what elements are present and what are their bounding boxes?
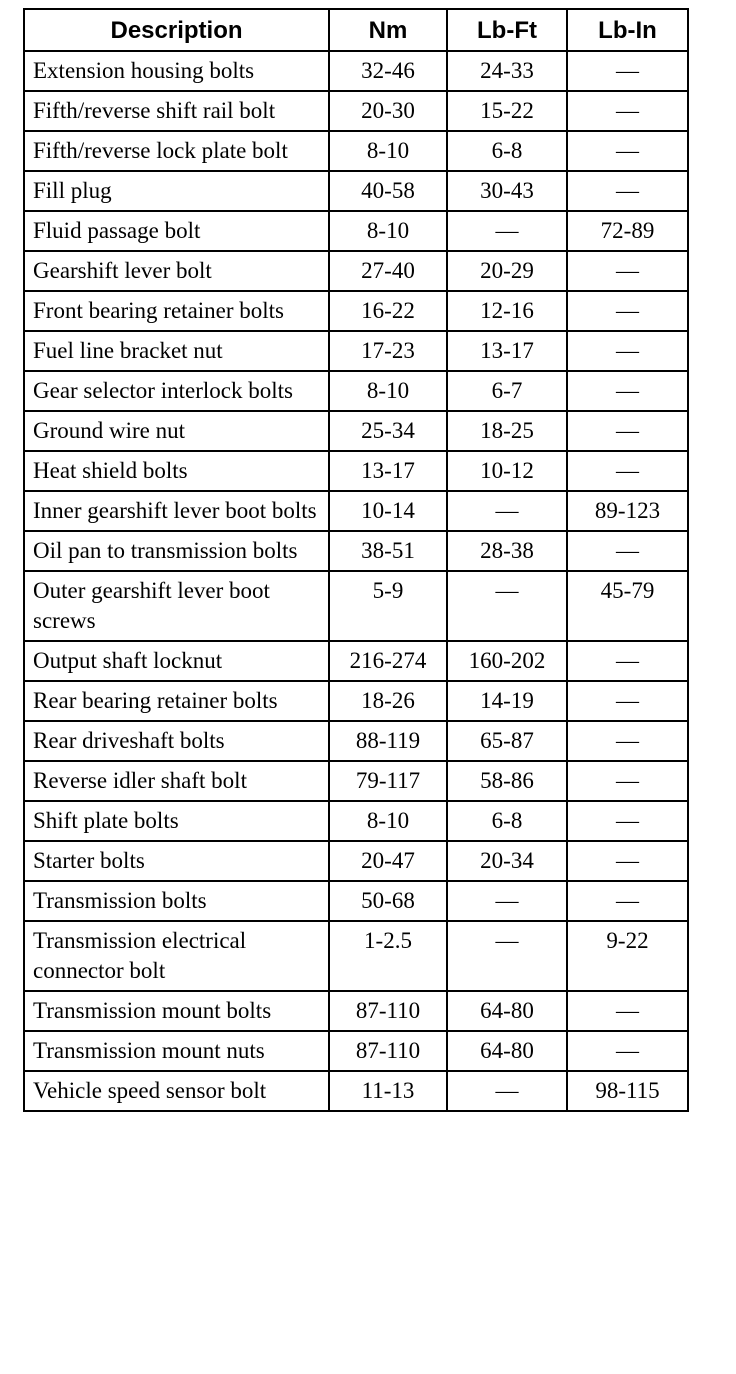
cell-description: Starter bolts bbox=[24, 841, 329, 881]
table-row bbox=[24, 881, 688, 921]
cell-description: Transmission electrical connector bolt bbox=[24, 921, 329, 991]
cell-nm: 216-274 bbox=[329, 641, 447, 681]
cell-nm: 40-58 bbox=[329, 171, 447, 211]
cell-lb-ft: 14-19 bbox=[447, 681, 567, 721]
cell-description: Reverse idler shaft bolt bbox=[24, 761, 329, 801]
table-row bbox=[24, 51, 688, 91]
table-row bbox=[24, 761, 688, 801]
header-description: Description bbox=[24, 9, 329, 51]
cell-nm: 8-10 bbox=[329, 211, 447, 251]
cell-lb-in: — bbox=[567, 411, 688, 451]
cell-description: Transmission bolts bbox=[24, 881, 329, 921]
cell-lb-ft: 13-17 bbox=[447, 331, 567, 371]
cell-description: Oil pan to transmission bolts bbox=[24, 531, 329, 571]
cell-nm: 79-117 bbox=[329, 761, 447, 801]
header-lb-in: Lb-In bbox=[567, 9, 688, 51]
cell-lb-ft: — bbox=[447, 1071, 567, 1111]
cell-description: Outer gearshift lever boot screws bbox=[24, 571, 329, 641]
cell-nm: 13-17 bbox=[329, 451, 447, 491]
table-row bbox=[24, 331, 688, 371]
cell-nm: 87-110 bbox=[329, 991, 447, 1031]
table-row bbox=[24, 91, 688, 131]
cell-lb-in: — bbox=[567, 681, 688, 721]
cell-lb-in: — bbox=[567, 371, 688, 411]
cell-nm: 8-10 bbox=[329, 371, 447, 411]
torque-spec-table bbox=[23, 8, 689, 1112]
cell-description: Ground wire nut bbox=[24, 411, 329, 451]
cell-lb-ft: — bbox=[447, 921, 567, 991]
cell-lb-ft: — bbox=[447, 491, 567, 531]
cell-lb-ft: 28-38 bbox=[447, 531, 567, 571]
cell-description: Transmission mount nuts bbox=[24, 1031, 329, 1071]
table-row bbox=[24, 491, 688, 531]
cell-nm: 87-110 bbox=[329, 1031, 447, 1071]
cell-lb-in: — bbox=[567, 1031, 688, 1071]
table-row bbox=[24, 131, 688, 171]
table-row bbox=[24, 921, 688, 991]
cell-lb-ft: 10-12 bbox=[447, 451, 567, 491]
cell-description: Inner gearshift lever boot bolts bbox=[24, 491, 329, 531]
cell-nm: 16-22 bbox=[329, 291, 447, 331]
cell-description: Gear selector interlock bolts bbox=[24, 371, 329, 411]
cell-description: Transmission mount bolts bbox=[24, 991, 329, 1031]
cell-lb-ft: 18-25 bbox=[447, 411, 567, 451]
cell-nm: 10-14 bbox=[329, 491, 447, 531]
header-lb-ft: Lb-Ft bbox=[447, 9, 567, 51]
cell-nm: 25-34 bbox=[329, 411, 447, 451]
cell-description: Gearshift lever bolt bbox=[24, 251, 329, 291]
cell-lb-in: — bbox=[567, 451, 688, 491]
cell-lb-in: — bbox=[567, 841, 688, 881]
cell-lb-ft: 65-87 bbox=[447, 721, 567, 761]
cell-nm: 20-30 bbox=[329, 91, 447, 131]
cell-lb-in: — bbox=[567, 531, 688, 571]
cell-lb-in: 98-115 bbox=[567, 1071, 688, 1111]
cell-nm: 5-9 bbox=[329, 571, 447, 641]
cell-nm: 27-40 bbox=[329, 251, 447, 291]
table-row bbox=[24, 451, 688, 491]
cell-nm: 8-10 bbox=[329, 801, 447, 841]
table-row bbox=[24, 801, 688, 841]
cell-description: Fluid passage bolt bbox=[24, 211, 329, 251]
cell-lb-in: 45-79 bbox=[567, 571, 688, 641]
table-row bbox=[24, 641, 688, 681]
cell-nm: 32-46 bbox=[329, 51, 447, 91]
cell-lb-in: — bbox=[567, 131, 688, 171]
cell-lb-in: — bbox=[567, 641, 688, 681]
cell-lb-in: — bbox=[567, 761, 688, 801]
cell-description: Shift plate bolts bbox=[24, 801, 329, 841]
cell-lb-in: 72-89 bbox=[567, 211, 688, 251]
cell-lb-ft: 6-7 bbox=[447, 371, 567, 411]
cell-lb-in: — bbox=[567, 881, 688, 921]
cell-lb-in: — bbox=[567, 991, 688, 1031]
cell-description: Heat shield bolts bbox=[24, 451, 329, 491]
table-row bbox=[24, 251, 688, 291]
cell-nm: 88-119 bbox=[329, 721, 447, 761]
table-row bbox=[24, 531, 688, 571]
table-row bbox=[24, 991, 688, 1031]
cell-nm: 17-23 bbox=[329, 331, 447, 371]
table-row bbox=[24, 571, 688, 641]
cell-lb-ft: 64-80 bbox=[447, 1031, 567, 1071]
cell-description: Fifth/reverse shift rail bolt bbox=[24, 91, 329, 131]
cell-description: Fill plug bbox=[24, 171, 329, 211]
cell-lb-in: — bbox=[567, 91, 688, 131]
cell-nm: 1-2.5 bbox=[329, 921, 447, 991]
cell-lb-in: — bbox=[567, 801, 688, 841]
cell-nm: 20-47 bbox=[329, 841, 447, 881]
cell-lb-ft: — bbox=[447, 881, 567, 921]
cell-lb-ft: 58-86 bbox=[447, 761, 567, 801]
table-row bbox=[24, 411, 688, 451]
table-row bbox=[24, 291, 688, 331]
cell-lb-in: — bbox=[567, 331, 688, 371]
cell-lb-ft: 15-22 bbox=[447, 91, 567, 131]
table-header-row bbox=[24, 9, 688, 51]
table-row bbox=[24, 1071, 688, 1111]
table-row bbox=[24, 371, 688, 411]
table-body bbox=[24, 51, 688, 1111]
header-nm: Nm bbox=[329, 9, 447, 51]
table-row bbox=[24, 721, 688, 761]
cell-description: Rear bearing retainer bolts bbox=[24, 681, 329, 721]
cell-lb-ft: 64-80 bbox=[447, 991, 567, 1031]
cell-description: Fuel line bracket nut bbox=[24, 331, 329, 371]
cell-description: Fifth/reverse lock plate bolt bbox=[24, 131, 329, 171]
cell-lb-in: — bbox=[567, 51, 688, 91]
cell-lb-ft: 30-43 bbox=[447, 171, 567, 211]
cell-nm: 38-51 bbox=[329, 531, 447, 571]
cell-nm: 50-68 bbox=[329, 881, 447, 921]
cell-description: Vehicle speed sensor bolt bbox=[24, 1071, 329, 1111]
cell-lb-ft: — bbox=[447, 571, 567, 641]
cell-description: Extension housing bolts bbox=[24, 51, 329, 91]
cell-lb-ft: — bbox=[447, 211, 567, 251]
cell-nm: 8-10 bbox=[329, 131, 447, 171]
cell-description: Rear driveshaft bolts bbox=[24, 721, 329, 761]
cell-nm: 11-13 bbox=[329, 1071, 447, 1111]
cell-lb-ft: 20-34 bbox=[447, 841, 567, 881]
cell-lb-ft: 12-16 bbox=[447, 291, 567, 331]
table-row bbox=[24, 1031, 688, 1071]
cell-lb-ft: 6-8 bbox=[447, 801, 567, 841]
cell-description: Front bearing retainer bolts bbox=[24, 291, 329, 331]
cell-lb-ft: 160-202 bbox=[447, 641, 567, 681]
cell-lb-in: — bbox=[567, 721, 688, 761]
table-row bbox=[24, 841, 688, 881]
cell-lb-ft: 24-33 bbox=[447, 51, 567, 91]
table-row bbox=[24, 171, 688, 211]
cell-nm: 18-26 bbox=[329, 681, 447, 721]
cell-lb-in: — bbox=[567, 251, 688, 291]
table-row bbox=[24, 211, 688, 251]
cell-lb-in: 89-123 bbox=[567, 491, 688, 531]
cell-description: Output shaft locknut bbox=[24, 641, 329, 681]
cell-lb-ft: 6-8 bbox=[447, 131, 567, 171]
cell-lb-in: 9-22 bbox=[567, 921, 688, 991]
cell-lb-in: — bbox=[567, 291, 688, 331]
cell-lb-in: — bbox=[567, 171, 688, 211]
table-row bbox=[24, 681, 688, 721]
cell-lb-ft: 20-29 bbox=[447, 251, 567, 291]
